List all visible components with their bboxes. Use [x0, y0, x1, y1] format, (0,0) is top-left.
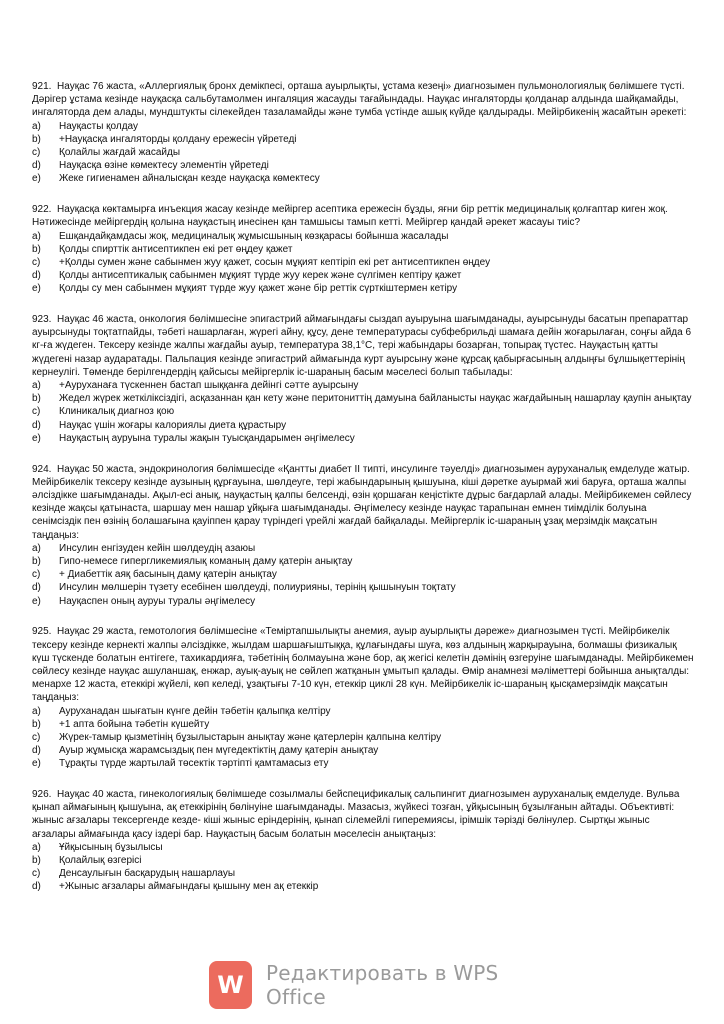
option-letter: e) [32, 432, 41, 444]
answer-option [32, 595, 694, 608]
option-letter: c) [32, 731, 41, 743]
answer-option [32, 555, 694, 568]
answer-option [32, 172, 694, 185]
option-letter: d) [32, 745, 41, 757]
option-letter: d) [32, 582, 41, 594]
option-text: Науқасқа өзіне көмектесу элементін үйретеді [59, 160, 269, 172]
question-block [32, 203, 694, 295]
question-block [32, 625, 694, 770]
question-body: Науқас 29 жаста, гемотология бөлімшесіне «Теміртапшылықты анемия, ауыр ауырлықты дәреже» диагнозымен түсті. Мейірбикелік тексеру кезінде кернекті жалпы әлсіздікке, жылдам шаршағыштыққа, құлағындағы шуға, көз алдының жарқырауына, болмашы физикалық күш түскенде болатын ентігеге, тахикардияға, тәбетінің болмауына және бор, ақ жегісі келетін дәмінің өзгеруіне шағымданады. Мейірбикемен сөйлесу кезінде науқас ашуланшақ, енжар, ауық-ауық не сөйлеп жатқанын ұмытып қалады. Өмір анамнезі мәліметтері бойынша анықталды: менархе 12 жаста, етеккірі жүйелі, көп келеді, ұзақтығы 7-10 күн, етеккір циклі 28 күн. Мейірбикелік іс-шараның қысқамерзімдік мақсатын таңдаңыз: [32, 626, 694, 704]
option-text: Гипо-немесе гипергликемиялық команың даму қатерін анықтау [59, 556, 353, 567]
question-number: 923. [32, 314, 52, 326]
option-text: Қолды спирттік антисептикпен екі рет өңдеу қажет [59, 243, 293, 255]
answer-options [32, 230, 694, 296]
answer-options [32, 841, 694, 894]
question-text [32, 625, 694, 704]
option-text: + Диабеттік аяқ басының даму қатерін анықтау [59, 569, 277, 581]
answer-option [32, 269, 694, 282]
answer-option [32, 120, 694, 133]
question-text [32, 788, 694, 841]
question-block [32, 463, 694, 608]
answer-options [32, 705, 694, 771]
answer-option [32, 133, 694, 146]
option-letter: e) [32, 173, 41, 185]
answer-option [32, 405, 694, 418]
option-letter: c) [32, 569, 41, 581]
answer-option [32, 282, 694, 295]
option-letter: b) [32, 718, 41, 730]
option-letter: b) [32, 243, 41, 255]
option-letter: b) [32, 393, 41, 405]
option-letter: c) [32, 147, 41, 159]
answer-option [32, 419, 694, 432]
answer-option [32, 841, 694, 854]
option-letter: b) [32, 556, 41, 567]
question-text [32, 313, 694, 379]
option-text: Ұйқысының бұзылысы [59, 841, 163, 853]
question-number: 924. [32, 463, 52, 475]
option-letter: d) [32, 270, 41, 282]
answer-option [32, 757, 694, 770]
option-letter: e) [32, 758, 41, 770]
answer-option [32, 880, 694, 893]
option-text: Науқаспен оның ауруы туралы әңгімелесу [59, 595, 256, 607]
question-body: Науқас 40 жаста, гинекологиялық бөлімшеде созылмалы бейспецификалық сальпингит диагнозымен ауруханалық емделуде. Вульва қынап аймағының қышуына, ақ етеккірінің бөлінуіне шағымданады. Мазасыз, жүйкесі тозған, ұйқысының бұзылғанын айтады. Объективті: жыныс ағзалары тексергенде кезде- кіші жыныс еріндерінің, қынап сілемейлі гиперемиясы, ірімшік тәрізді бөлінулер. Сыртқы жыныс ағзалары аймағында қасу іздері бар. Науқастың басым болатын мәселесін анықтаңыз: [32, 789, 680, 840]
option-text: Ауруханадан шығатын күнге дейін тәбетін қалыпқа келтіру [59, 705, 331, 717]
wps-edit-label[interactable]: Редактировать в WPS Office [266, 961, 499, 1009]
answer-option [32, 581, 694, 594]
option-text: Қолайлы жағдай жасайды [59, 147, 181, 159]
option-letter: a) [32, 841, 41, 853]
option-letter: a) [32, 705, 41, 717]
option-letter: d) [32, 160, 41, 172]
question-number: 925. [32, 626, 52, 638]
option-text: Денсаулығын басқарудың нашарлауы [59, 868, 236, 880]
answer-option [32, 744, 694, 757]
answer-option [32, 256, 694, 269]
answer-option [32, 159, 694, 172]
question-block [32, 313, 694, 445]
wps-logo-icon[interactable]: W [209, 961, 252, 1009]
question-block [32, 788, 694, 894]
option-text: Ешқандайқамдасы жоқ, медициналық жұмысшының көзқарасы бойынша жасалады [59, 230, 449, 242]
question-text [32, 463, 694, 542]
answer-options [32, 120, 694, 186]
answer-option [32, 392, 694, 405]
option-letter: b) [32, 855, 41, 867]
option-text: +Жыныс ағзалары аймағындағы қышыну мен ақ етеккір [59, 881, 319, 893]
answer-option [32, 718, 694, 731]
option-letter: e) [32, 283, 41, 295]
answer-option [32, 867, 694, 880]
option-text: Инсулин мөлшерін түзету есебінен шөлдеуді, полиурияны, терінің қышынуын тоқтату [59, 582, 456, 594]
option-text: Жедел жүрек жеткіліксіздігі, асқазаннан қан кету және перитониттің дамуына байланысты науқас жағдайының нашарлау қаупін анықтау [59, 393, 692, 405]
answer-option [32, 705, 694, 718]
question-text [32, 80, 694, 120]
option-text: Жүрек-тамыр қызметінің бұзылыстарын анықтау және қатерлерін қалпына келтіру [59, 731, 442, 743]
option-text: Науқастың ауруына туралы жақын туысқандарымен әңгімелесу [59, 432, 355, 444]
option-text: Тұрақты түрде жартылай төсектік тәртіпті қамтамасыз ету [59, 758, 329, 770]
document-page [32, 80, 694, 911]
option-letter: c) [32, 868, 41, 880]
question-body: Науқас 46 жаста, онкология бөлімшесіне эпигастрий аймағындағы сыздап ауыруына шағымданады, ауырсынуды басатын препараттар ауырсынуды тоқтатпайды, тәбеті нашарлаған, жүрегі айну, құсу, дене температурасы субфебрильді шамаға дейін жоғарылаған, соңғы айда 6 кг-ға жүдеген. Тексеру кезінде жалпы жағдайы ауыр, температура 38,1°С, тері жабындары бозарған, топырақ түстес. Науқастың қатты жүдегені назар аударатады. Пальпация кезінде эпигастрий аймағында курт ауырсыну және құрсақ қабырғасының алдыңғы бұлшықеттерінің кернеулігі. Төменде берілгендердің қайсысы мейіргерлік іс-шараның басым мәселесі болып табылады: [32, 314, 692, 378]
question-text [32, 203, 694, 229]
option-letter: a) [32, 380, 41, 392]
answer-option [32, 542, 694, 555]
answer-option [32, 854, 694, 867]
answer-option [32, 379, 694, 392]
answer-option [32, 568, 694, 581]
question-body: Науқас 76 жаста, «Аллергиялық бронх демікпесі, орташа ауырлықты, ұстама кезеңі» диагнозымен пульмонологиялық бөлімшеге түсті. Дәрігер ұстама кезінде науқасқа сальбутамолмен ингаляция жасауды тағайындады. Науқас ингаляторды қолданар алдында шайқамайды, ингаляторда дем алады, мундштукты сілекейден тазаламайды және тумба үстінде ашық күйде қалдырады. Мейірбикенің жасайтын әрекеті: [32, 81, 687, 119]
option-text: Ауыр жұмысқа жарамсыздық пен мүгедектіктің даму қатерін анықтау [59, 745, 379, 757]
option-text: Қолайлық өзгерісі [59, 855, 142, 867]
option-text: Инсулин енгізуден кейін шөлдеудің азаюы [59, 542, 256, 554]
answer-options [32, 542, 694, 608]
option-text: Жеке гигиенамен айналысқан кезде науқасқа көмектесу [59, 173, 320, 185]
option-text: +1 апта бойына тәбетін күшейту [59, 718, 210, 730]
answer-option [32, 432, 694, 445]
option-text: Қолды су мен сабынмен мұқият түрде жуу қажет және бір реттік сүрткіштермен кетіру [59, 283, 458, 295]
question-number: 921. [32, 81, 52, 92]
option-letter: d) [32, 419, 41, 431]
option-letter: c) [32, 256, 41, 268]
question-block [32, 80, 694, 186]
question-body: Науқасқа көктамырға инъекция жасау кезінде мейіргер асептика ережесін бұзды, яғни бір реттік медициналық қолғаптар киген жоқ. Нәтижесінде мейіргердің қолына науқастың инесінен қан тамшысы тамып кетті. Мейіргер қандай әрекет жасауы тиіс? [32, 204, 668, 229]
option-text: Қолды антисептикалық сабынмен мұқият түрде жуу керек және сүлгімен кептіру қажет [59, 270, 462, 282]
option-letter: a) [32, 120, 41, 132]
answer-options [32, 379, 694, 445]
option-letter: e) [32, 595, 41, 607]
option-text: +Қолды сумен және сабынмен жуу қажет, сосын мұқият кептіріп екі рет антисептикпен өңдеу [59, 256, 491, 268]
question-number: 922. [32, 204, 52, 216]
option-letter: b) [32, 133, 41, 145]
option-text: +Ауруханаға түскеннен бастап шыққанға дейінгі сәтте ауырсыну [59, 380, 359, 392]
option-letter: a) [32, 230, 41, 242]
option-text: Науқас үшін жоғары калориялы диета құрастыру [59, 419, 287, 431]
answer-option [32, 243, 694, 256]
answer-option [32, 731, 694, 744]
option-text: +Науқасқа ингаляторды қолдану ережесін үйретеді [59, 133, 297, 145]
answer-option [32, 146, 694, 159]
question-body: Науқас 50 жаста, эндокринология бөлімшесіде «Қантты диабет II типті, инсулинге тәуелді» диагнозымен ауруханалық емделуде жатыр. Мейірбикелік тексеру кезінде аузының құрғауына, шөлдеуге, тері жабындарының қышуына, кіші дәретке ауырмай жиі баруға, орташа жалпы әлсіздікке шағымданады. Ақыл-есі анық, науқастың қалпы белсенді, өзін қоршаған кеңістікте дұрыс бағдарлай алады. Мейірбикемен сөйлесу кезінде жақсы қатынаста, шаршау мен нашар ұйқыға шағымданады. Әңгімелесу кезінде науқас тарапынан емнен тиімділік болуына сенімсіздік пен өзінің болашағына қауіппен қарау түріндегі үрейлі жағдай байқалады. Мейіргерлік іс-шараның ұзақ мерзімдік мақсатын таңдаңыз: [32, 463, 692, 541]
option-text: Клиникалық диагноз қою [59, 406, 175, 418]
option-letter: c) [32, 406, 41, 418]
wps-edit-banner[interactable] [209, 961, 534, 1009]
option-letter: d) [32, 881, 41, 893]
option-text: Науқасты қолдау [59, 120, 138, 132]
question-number: 926. [32, 789, 52, 801]
answer-option [32, 230, 694, 243]
option-letter: a) [32, 542, 41, 554]
